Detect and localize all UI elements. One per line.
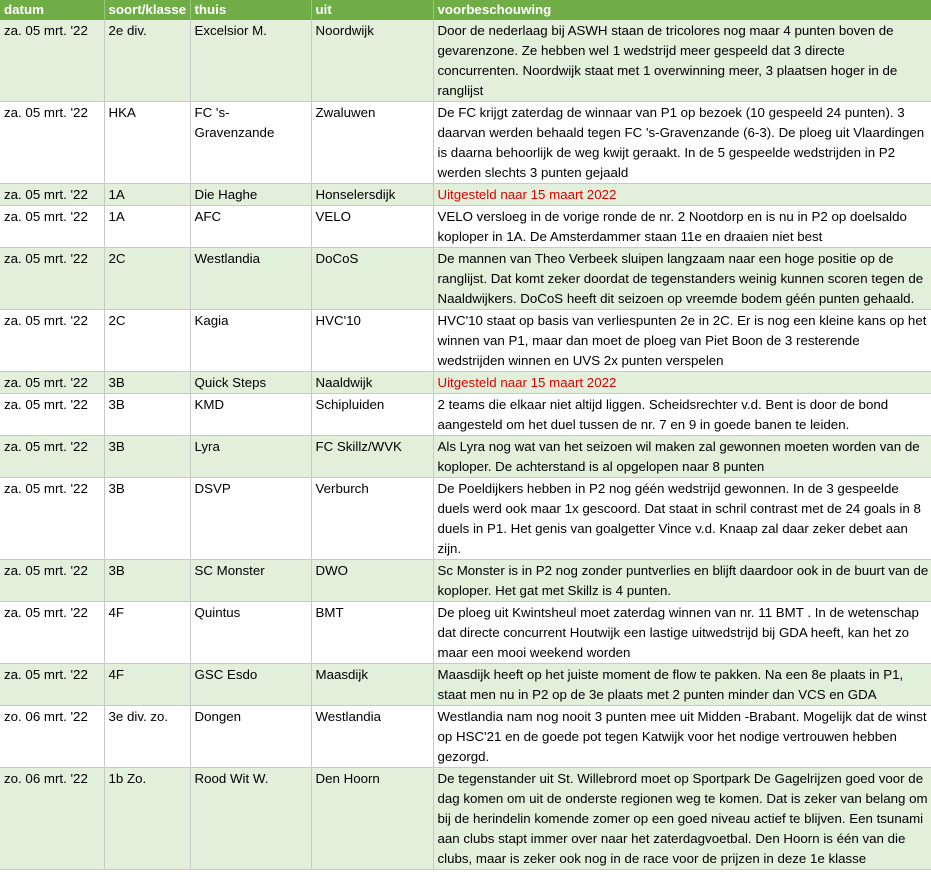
cell-datum[interactable]: za. 05 mrt. '22 [0, 602, 104, 664]
cell-thuis[interactable]: Westlandia [190, 248, 311, 310]
table-row [0, 20, 931, 102]
cell-thuis[interactable]: KMD [190, 394, 311, 436]
table-row [0, 436, 931, 478]
cell-thuis[interactable]: Rood Wit W. [190, 768, 311, 870]
cell-datum[interactable]: za. 05 mrt. '22 [0, 184, 104, 206]
cell-soort-klasse[interactable]: 3B [104, 372, 190, 394]
table-row [0, 184, 931, 206]
cell-uit[interactable]: Honselersdijk [311, 184, 433, 206]
cell-voorbeschouwing[interactable]: 2 teams die elkaar niet altijd liggen. Scheidsrechter v.d. Bent is door de bond aangesteld om het duel tussen de nr. 7 en 9 in goede banen te leiden. [433, 394, 931, 436]
cell-datum[interactable]: za. 05 mrt. '22 [0, 560, 104, 602]
cell-uit[interactable]: Verburch [311, 478, 433, 560]
cell-datum[interactable]: za. 05 mrt. '22 [0, 394, 104, 436]
cell-soort-klasse[interactable]: 3B [104, 436, 190, 478]
table-row [0, 560, 931, 602]
cell-thuis[interactable]: FC 's-Gravenzande [190, 102, 311, 184]
cell-datum[interactable]: za. 05 mrt. '22 [0, 310, 104, 372]
table-row [0, 478, 931, 560]
cell-datum[interactable]: za. 05 mrt. '22 [0, 206, 104, 248]
cell-thuis[interactable]: Quick Steps [190, 372, 311, 394]
cell-voorbeschouwing[interactable]: Uitgesteld naar 15 maart 2022 [433, 184, 931, 206]
header-voorbeschouwing[interactable]: voorbeschouwing [433, 0, 931, 20]
cell-uit[interactable]: FC Skillz/WVK [311, 436, 433, 478]
cell-voorbeschouwing[interactable]: Westlandia nam nog nooit 3 punten mee uit Midden -Brabant. Mogelijk dat de winst op HSC'21 en de goede pot tegen Katwijk voor het nodige vertrouwen hebben gezorgd. [433, 706, 931, 768]
cell-datum[interactable]: za. 05 mrt. '22 [0, 664, 104, 706]
cell-datum[interactable]: za. 05 mrt. '22 [0, 248, 104, 310]
cell-thuis[interactable]: Dongen [190, 706, 311, 768]
cell-voorbeschouwing[interactable]: Door de nederlaag bij ASWH staan de tricolores nog maar 4 punten boven de gevarenzone. Ze hebben wel 1 wedstrijd meer gespeeld dat 3 directe concurrenten. Noordwijk staat met 1 overwinning meer, 3 plaatsen hoger in de ranglijst [433, 20, 931, 102]
table-row [0, 248, 931, 310]
cell-soort-klasse[interactable]: HKA [104, 102, 190, 184]
cell-voorbeschouwing[interactable]: HVC'10 staat op basis van verliespunten 2e in 2C. Er is nog een kleine kans op het winnen van P1, maar dan moet de ploeg van Piet Boon de 3 resterende wedstrijden winnen en UVS 2x punten verspelen [433, 310, 931, 372]
cell-thuis[interactable]: Quintus [190, 602, 311, 664]
cell-soort-klasse[interactable]: 4F [104, 664, 190, 706]
cell-uit[interactable]: Noordwijk [311, 20, 433, 102]
cell-uit[interactable]: DWO [311, 560, 433, 602]
cell-datum[interactable]: zo. 06 mrt. '22 [0, 706, 104, 768]
cell-uit[interactable]: Zwaluwen [311, 102, 433, 184]
cell-voorbeschouwing[interactable]: Sc Monster is in P2 nog zonder puntverlies en blijft daardoor ook in de buurt van de koploper. Het gat met Skillz is 4 punten. [433, 560, 931, 602]
table-row [0, 664, 931, 706]
cell-uit[interactable]: Naaldwijk [311, 372, 433, 394]
cell-voorbeschouwing[interactable]: De Poeldijkers hebben in P2 nog géén wedstrijd gewonnen. In de 3 gespeelde duels werd ook maar 1x gescoord. Dat staat in schril contrast met de 24 goals in 8 duels in P1. Het genis van goalgetter Vince v.d. Knaap zal daar zeker debet aan zijn. [433, 478, 931, 560]
cell-uit[interactable]: Maasdijk [311, 664, 433, 706]
cell-thuis[interactable]: DSVP [190, 478, 311, 560]
cell-voorbeschouwing[interactable]: De tegenstander uit St. Willebrord moet op Sportpark De Gagelrijzen goed voor de dag komen om uit de onderste regionen weg te komen. Dat is zeker van belang om bij de herindelin komende zomer op een goed niveau actief te blijven. Een tsunami aan clubs stapt immer over naar het zaterdagvoetbal. Den Hoorn is één van die clubs, maar is zeker ook nog in de race voor de prijzen in deze 1e klasse [433, 768, 931, 870]
cell-soort-klasse[interactable]: 3B [104, 478, 190, 560]
table-row [0, 602, 931, 664]
cell-voorbeschouwing[interactable]: Maasdijk heeft op het juiste moment de flow te pakken. Na een 8e plaats in P1, staat men nu in P2 op de 3e plaats met 2 punten minder dan VCS en GDA [433, 664, 931, 706]
cell-datum[interactable]: za. 05 mrt. '22 [0, 372, 104, 394]
table-row [0, 310, 931, 372]
cell-datum[interactable]: za. 05 mrt. '22 [0, 436, 104, 478]
table-row [0, 768, 931, 870]
cell-soort-klasse[interactable]: 4F [104, 602, 190, 664]
cell-soort-klasse[interactable]: 2C [104, 248, 190, 310]
cell-voorbeschouwing[interactable]: De mannen van Theo Verbeek sluipen langzaam naar een hoge positie op de ranglijst. Dat komt zeker doordat de tegenstanders weinig kunnen scoren tegen de Naaldwijkers. DoCoS heeft dit seizoen op vreemde bodem géén punten gehaald. [433, 248, 931, 310]
cell-thuis[interactable]: Excelsior M. [190, 20, 311, 102]
cell-voorbeschouwing[interactable]: Uitgesteld naar 15 maart 2022 [433, 372, 931, 394]
cell-thuis[interactable]: Lyra [190, 436, 311, 478]
cell-voorbeschouwing[interactable]: De FC krijgt zaterdag de winnaar van P1 op bezoek (10 gespeeld 24 punten). 3 daarvan werden behaald tegen FC 's-Gravenzande (6-3). De ploeg uit Vlaardingen is daarna behoorlijk de weg kwijt geraakt. In de 5 gespeelde wedstrijden in P2 werden slechts 3 punten gejaald [433, 102, 931, 184]
cell-soort-klasse[interactable]: 1A [104, 206, 190, 248]
table-row [0, 394, 931, 436]
cell-uit[interactable]: VELO [311, 206, 433, 248]
table-row [0, 206, 931, 248]
cell-uit[interactable]: Westlandia [311, 706, 433, 768]
cell-soort-klasse[interactable]: 2e div. [104, 20, 190, 102]
cell-thuis[interactable]: GSC Esdo [190, 664, 311, 706]
cell-soort-klasse[interactable]: 2C [104, 310, 190, 372]
cell-thuis[interactable]: SC Monster [190, 560, 311, 602]
cell-voorbeschouwing[interactable]: Als Lyra nog wat van het seizoen wil maken zal gewonnen moeten worden van de koploper. De achterstand is al opgelopen naar 8 punten [433, 436, 931, 478]
cell-datum[interactable]: za. 05 mrt. '22 [0, 102, 104, 184]
cell-uit[interactable]: DoCoS [311, 248, 433, 310]
cell-soort-klasse[interactable]: 1b Zo. [104, 768, 190, 870]
cell-thuis[interactable]: AFC [190, 206, 311, 248]
cell-datum[interactable]: za. 05 mrt. '22 [0, 20, 104, 102]
table-row [0, 706, 931, 768]
cell-voorbeschouwing[interactable]: De ploeg uit Kwintsheul moet zaterdag winnen van nr. 11 BMT . In de wetenschap dat directe concurrent Houtwijk een lastige uitwedstrijd bij GDA heeft, kan het zo maar een mooi weekend worden [433, 602, 931, 664]
cell-uit[interactable]: HVC'10 [311, 310, 433, 372]
cell-uit[interactable]: Den Hoorn [311, 768, 433, 870]
cell-voorbeschouwing[interactable]: VELO versloeg in de vorige ronde de nr. 2 Nootdorp en is nu in P2 op doelsaldo koploper in 1A. De Amsterdammer staan 11e en draaien niet best [433, 206, 931, 248]
cell-soort-klasse[interactable]: 3e div. zo. [104, 706, 190, 768]
table-row [0, 372, 931, 394]
cell-uit[interactable]: Schipluiden [311, 394, 433, 436]
cell-thuis[interactable]: Die Haghe [190, 184, 311, 206]
cell-soort-klasse[interactable]: 3B [104, 560, 190, 602]
cell-uit[interactable]: BMT [311, 602, 433, 664]
header-thuis[interactable]: thuis [190, 0, 311, 20]
cell-soort-klasse[interactable]: 3B [104, 394, 190, 436]
cell-thuis[interactable]: Kagia [190, 310, 311, 372]
header-soort-klasse[interactable]: soort/klasse [104, 0, 190, 20]
header-datum[interactable]: datum [0, 0, 104, 20]
cell-datum[interactable]: zo. 06 mrt. '22 [0, 768, 104, 870]
cell-soort-klasse[interactable]: 1A [104, 184, 190, 206]
header-row [0, 0, 931, 20]
cell-datum[interactable]: za. 05 mrt. '22 [0, 478, 104, 560]
header-uit[interactable]: uit [311, 0, 433, 20]
table-row [0, 102, 931, 184]
